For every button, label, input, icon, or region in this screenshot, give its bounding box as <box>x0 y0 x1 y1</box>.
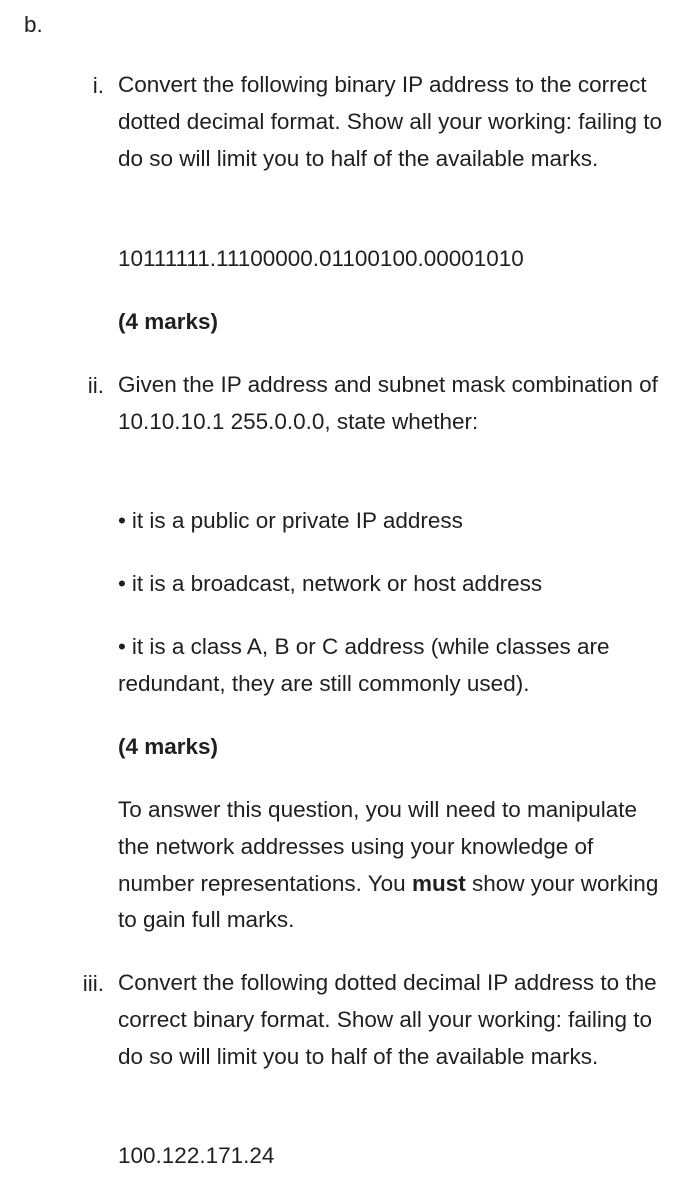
question-ii-bullet-class: • it is a class A, B or C address (while classes are redundant, they are still commonly used). <box>118 629 663 703</box>
question-iii-marker: iii. <box>82 971 104 996</box>
question-ii-bullet-public-private: • it is a public or private IP address <box>118 503 663 540</box>
note-text-after: show your working to gain full marks. <box>118 870 659 933</box>
question-i-marks: (4 marks) <box>118 309 219 334</box>
question-ii-marker: ii. <box>87 373 104 398</box>
question-i-binary-address: 10111111.11100000.01100100.00001010 <box>118 246 524 271</box>
question-iii-prompt: Convert the following dotted decimal IP address to the correct binary format. Show all your working: failing to do so will limit you to half of the available marks. <box>118 970 657 1069</box>
section-label: b. <box>24 12 43 37</box>
question-ii-prompt: Given the IP address and subnet mask combination of 10.10.10.1 255.0.0.0, state whether: <box>118 372 658 434</box>
question-iii-decimal-address: 100.122.171.24 <box>118 1143 275 1168</box>
question-ii-bullet-broadcast-network-host: • it is a broadcast, network or host address <box>118 566 663 603</box>
question-ii-marks: (4 marks) <box>118 734 219 759</box>
note-text-emphasis: must <box>411 870 466 896</box>
note-text-before: To answer this question, you will need to manipulate the network addresses using your knowledge of number representations. You <box>118 797 638 896</box>
question-i-prompt: Convert the following binary IP address to the correct dotted decimal format. Show all your working: failing to do so will limit you to half of the available marks. <box>118 72 663 171</box>
question-ii-note <box>118 792 663 939</box>
question-i-marker: i. <box>92 73 104 98</box>
